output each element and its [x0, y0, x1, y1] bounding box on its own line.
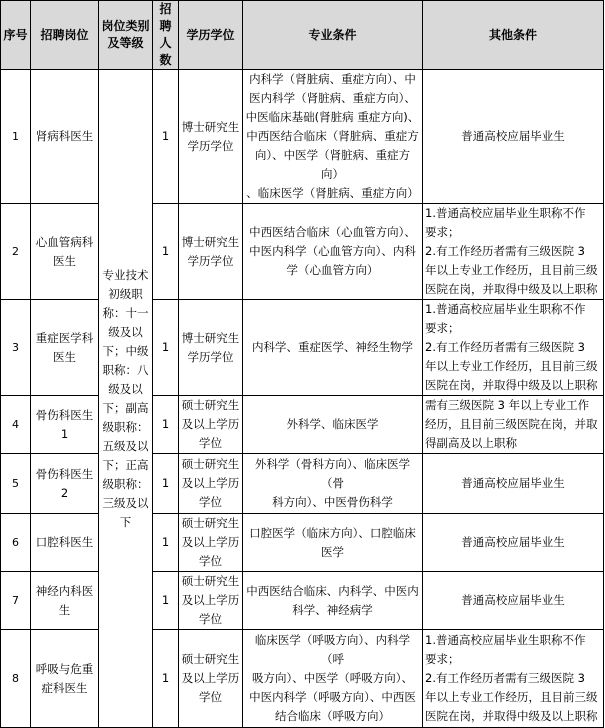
row-major: 口腔医学（临床方向）、口腔临床 医学 [243, 514, 423, 572]
row-seq: 2 [1, 204, 31, 300]
row-education: 硕士研究生 及以上学历 学位 [179, 630, 243, 728]
row-count: 1 [153, 204, 179, 300]
row-other: 1.普通高校应届毕业生职称不作 要求； 2.有工作经历者需有三级医院 3 年以上专业工作经历，且目前三级 医院在岗，并取得中级及以上职称 [423, 630, 604, 728]
row-count: 1 [153, 454, 179, 514]
row-seq: 6 [1, 514, 31, 572]
header-other: 其他条件 [423, 1, 604, 70]
row-count: 1 [153, 300, 179, 396]
row-education: 博士研究生 学历学位 [179, 204, 243, 300]
table-row [1, 630, 604, 728]
row-seq: 7 [1, 572, 31, 630]
row-major: 内科学、重症医学、神经生物学 [243, 300, 423, 396]
header-education: 学历学位 [179, 1, 243, 70]
row-major: 中西医结合临床（心血管方向）、 中医内科学（心血管方向）、内科 学（心血管方向） [243, 204, 423, 300]
table-row [1, 514, 604, 572]
row-education: 博士研究生 学历学位 [179, 70, 243, 204]
header-row [1, 1, 604, 70]
row-position: 重症医学科 医生 [31, 300, 99, 396]
header-count: 招聘 人数 [153, 1, 179, 70]
row-count: 1 [153, 396, 179, 454]
row-seq: 8 [1, 630, 31, 728]
row-major: 外科学（骨科方向）、临床医学（骨 科方向）、中医骨伤科学 [243, 454, 423, 514]
row-other: 普通高校应届毕业生 [423, 572, 604, 630]
row-seq: 4 [1, 396, 31, 454]
row-position: 神经内科医 生 [31, 572, 99, 630]
row-education: 博士研究生 学历学位 [179, 300, 243, 396]
table-row [1, 396, 604, 454]
row-other: 需有三级医院 3 年以上专业工作 经历，且目前三级医院在岗，并取 得副高及以上职称 [423, 396, 604, 454]
table-row [1, 204, 604, 300]
row-position: 骨伤科医生 1 [31, 396, 99, 454]
row-count: 1 [153, 630, 179, 728]
row-major: 内科学（肾脏病、重症方向）、中 医内科学（肾脏病、重症方向）、 中医临床基础(肾脏病 重症方向)、 中西医结合临床（肾脏病、重症方 向）、中医学（肾脏病、重症方向） 、临床医学（肾脏病、重症方向） [243, 70, 423, 204]
row-other: 1.普通高校应届毕业生职称不作 要求； 2.有工作经历者需有三级医院 3 年以上专业工作经历，且目前三级 医院在岗，并取得中级及以上职称 [423, 204, 604, 300]
row-position: 心血管病科 医生 [31, 204, 99, 300]
row-count: 1 [153, 70, 179, 204]
row-count: 1 [153, 572, 179, 630]
category-merged-cell: 专业技术 初级职 称：十一 级及以 下；中级 职称：八 级及以 下；副高 级职称： 五级及以 下；正高 级职称： 三级及以 下 [99, 70, 153, 728]
row-position: 口腔科医生 [31, 514, 99, 572]
row-major: 外科学、临床医学 [243, 396, 423, 454]
header-position: 招聘岗位 [31, 1, 99, 70]
row-position: 骨伤科医生 2 [31, 454, 99, 514]
row-other: 1.普通高校应届毕业生职称不作 要求； 2.有工作经历者需有三级医院 3 年以上专业工作经历，且目前三级 医院在岗，并取得中级及以上职称 [423, 300, 604, 396]
table-row [1, 454, 604, 514]
row-other: 普通高校应届毕业生 [423, 454, 604, 514]
row-education: 硕士研究生 及以上学历 学位 [179, 454, 243, 514]
row-seq: 1 [1, 70, 31, 204]
row-other: 普通高校应届毕业生 [423, 70, 604, 204]
header-seq: 序号 [1, 1, 31, 70]
header-category: 岗位类别 及等级 [99, 1, 153, 70]
table-row [1, 572, 604, 630]
row-major: 中西医结合临床、内科学、中医内 科学、神经病学 [243, 572, 423, 630]
row-position: 呼吸与危重 症科医生 [31, 630, 99, 728]
row-education: 硕士研究生 及以上学历 学位 [179, 396, 243, 454]
row-education: 硕士研究生 及以上学历 学位 [179, 572, 243, 630]
row-seq: 5 [1, 454, 31, 514]
row-seq: 3 [1, 300, 31, 396]
table-row [1, 300, 604, 396]
header-major: 专业条件 [243, 1, 423, 70]
row-position: 肾病科医生 [31, 70, 99, 204]
row-major: 临床医学（呼吸方向）、内科学（呼 吸方向）、中医学（呼吸方向）、 中医内科学（呼吸方向）、中西医 结合临床（呼吸方向） [243, 630, 423, 728]
row-other: 普通高校应届毕业生 [423, 514, 604, 572]
table-row [1, 70, 604, 204]
row-education: 硕士研究生 及以上学历 学位 [179, 514, 243, 572]
row-count: 1 [153, 514, 179, 572]
